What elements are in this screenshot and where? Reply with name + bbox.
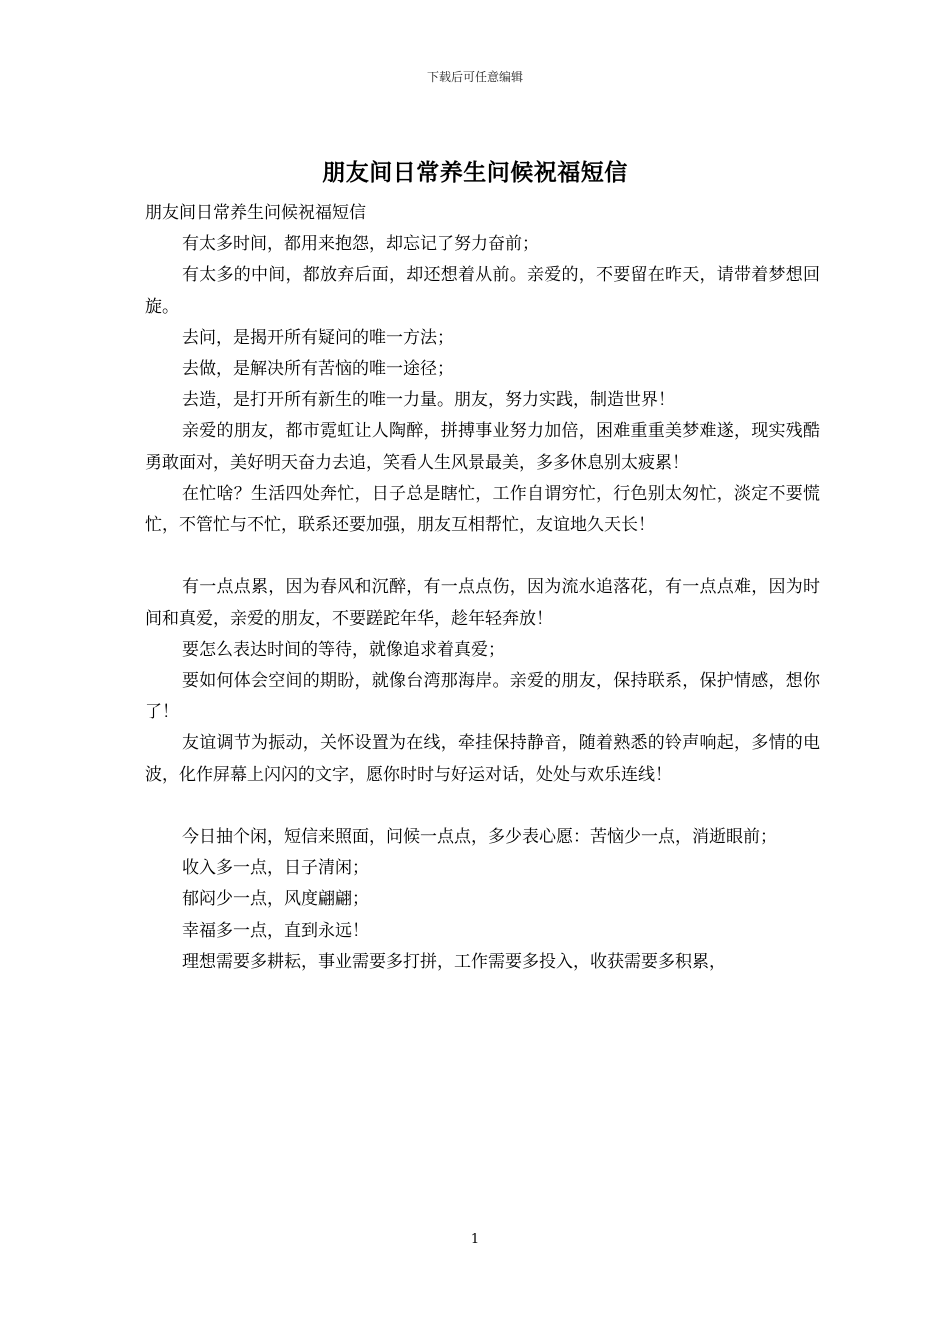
paragraph: 去问，是揭开所有疑问的唯一方法； (182, 327, 454, 348)
paragraph: 亲爱的朋友，都市霓虹让人陶醉，拼搏事业努力加倍，困难重重美梦难遂，现实残酷勇敢面对，美好明天奋力去追，笑看人生风景最美，多多休息别太疲累！ (145, 421, 820, 473)
subtitle-line: 朋友间日常养生问候祝福短信 (145, 203, 366, 223)
paragraph: 有太多时间，都用来抱怨，却忘记了努力奋前； (182, 234, 539, 255)
paragraph: 收入多一点，日子清闲； (182, 858, 369, 879)
paragraph: 有太多的中间，都放弃后面，却还想着从前。亲爱的，不要留在昨天，请带着梦想回旋。 (145, 265, 820, 317)
header-note: 下载后可任意编辑 (426, 70, 523, 84)
paragraph: 有一点点累，因为春风和沉醉，有一点点伤，因为流水追落花，有一点点难，因为时间和真爱，亲爱的朋友，不要蹉跎年华，趁年轻奔放！ (145, 577, 820, 629)
document-title: 朋友间日常养生问候祝福短信 (322, 159, 628, 186)
paragraph: 理想需要多耕耘，事业需要多打拼，工作需要多投入，收获需要多积累， (182, 951, 726, 972)
blank-line (145, 791, 820, 822)
paragraph: 去做，是解决所有苦恼的唯一途径； (182, 359, 454, 380)
paragraph: 幸福多一点，直到永远！ (182, 920, 369, 941)
document-body (145, 198, 820, 978)
paragraph: 要如何体会空间的期盼，就像台湾那海岸。亲爱的朋友，保持联系，保护情感，想你了！ (145, 671, 820, 723)
paragraph: 在忙啥？生活四处奔忙，日子总是瞎忙，工作自谓穷忙，行色别太匆忙，淡定不要慌忙，不管忙与不忙，联系还要加强，朋友互相帮忙，友谊地久天长！ (145, 483, 820, 536)
paragraph: 要怎么表达时间的等待，就像追求着真爱； (182, 639, 505, 660)
blank-line (145, 541, 820, 572)
paragraph: 今日抽个闲，短信来照面，问候一点点，多少表心愿：苦恼少一点，消逝眼前； (182, 827, 777, 848)
paragraph: 去造，是打开所有新生的唯一力量。朋友，努力实践，制造世界！ (182, 390, 675, 411)
paragraph: 友谊调节为振动，关怀设置为在线，牵挂保持静音，随着熟悉的铃声响起，多情的电波，化作屏幕上闪闪的文字，愿你时时与好运对话，处处与欢乐连线！ (145, 733, 820, 785)
page-number: 1 (470, 1232, 480, 1247)
paragraph: 郁闷少一点，风度翩翩； (182, 889, 369, 910)
